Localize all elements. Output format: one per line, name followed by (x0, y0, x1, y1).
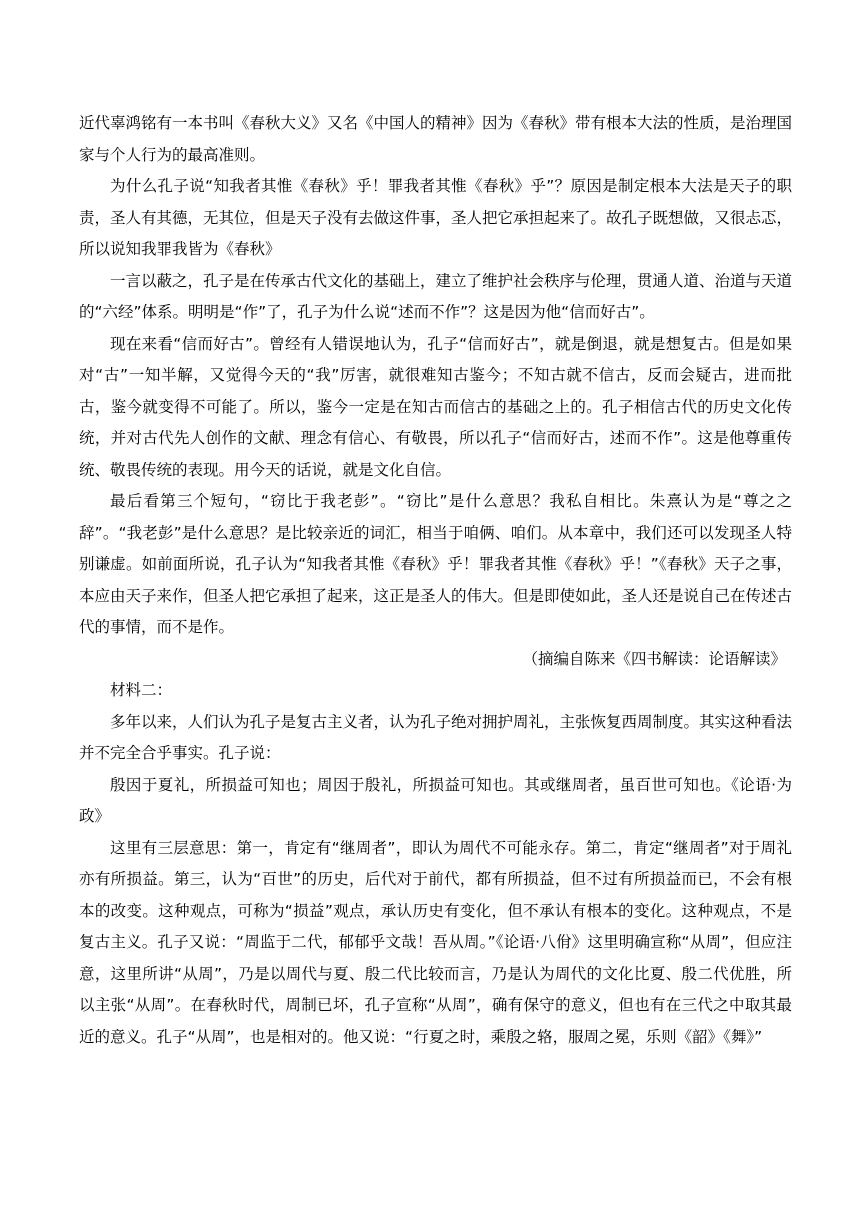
paragraph-chunqiu-dayi: 近代辜鸿铭有一本书叫《春秋大义》又名《中国人的精神》因为《春秋》带有根本大法的性质，是治理国家与个人行为的最高准则。 (79, 114, 793, 164)
paragraph-xin-er-hao-gu: 现在来看“信而好古”。曾经有人错误地认为，孔子“信而好古”，就是倒退，就是想复古。但是如果对“古”一知半解，又觉得今天的“我”厉害，就很难知古鉴今；不知古就不信古，反而会疑古，进而批古，鉴今就变得不可能了。所以，鉴今一定是在知古而信古的基础之上的。孔子相信古代的历史文化传统，并对古代先人创作的文献、理念有信心、有敬畏，所以孔子“信而好古，述而不作”。这是他尊重传统、敬畏传统的表现。用今天的话说，就是文化自信。 (79, 334, 792, 479)
material2-paragraph-analysis: 这里有三层意思：第一，肯定有“继周者”，即认为周代不可能永存。第二，肯定“继周者”对于周礼亦有所损益。第三，认为“百世”的历史，后代对于前代，都有所损益，但不过有所损益而已，不会有根本的改变。这种观点，可称为“损益”观点，承认历史有变化，但不承认有根本的变化。这种观点，不是复古主义。孔子又说：“周监于二代，郁郁乎文哉！吾从周。”《论语·八佾》这里明确宣称“从周”，但应注意，这里所讲“从周”，乃是以周代与夏、殷二代比较而言，乃是认为周代的文化比夏、殷二代优胜，所以主张“从周”。在春秋时代，周制已坏，孔子宣称“从周”，确有保守的意义，但也有在三代之中取其最近的意义。孔子“从周”，也是相对的。他又说：“行夏之时，乘殷之辂，服周之冕，乐则《韶》《舞》” (79, 838, 792, 1046)
material2-paragraph-intro: 多年以来，人们认为孔子是复古主义者，认为孔子绝对拥护周礼，主张恢复西周制度。其实这种看法并不完全合乎事实。孔子说： (79, 712, 793, 762)
paragraph-summary: 一言以蔽之，孔子是在传承古代文化的基础上，建立了维护社会秩序与伦理，贯通人道、治道与天道的“六经”体系。明明是“作”了，孔子为什么说“述而不作”？这是因为他“信而好古”。 (79, 271, 793, 321)
material2-heading: 材料二： (110, 681, 173, 699)
material2-quote-weizheng: 殷因于夏礼，所损益可知也；周因于殷礼，所损益可知也。其或继周者，虽百世可知也。《论语·为政》 (79, 775, 792, 825)
paragraph-why-confucius: 为什么孔子说“知我者其惟《春秋》乎！罪我者其惟《春秋》乎”？原因是制定根本大法是天子的职责，圣人有其德，无其位，但是天子没有去做这件事，圣人把它承担起来了。故孔子既想做，又很忐忑，所以说知我罪我皆为《春秋》 (79, 177, 793, 258)
paragraph-third-phrase: 最后看第三个短句，“窃比于我老彭”。“窃比”是什么意思？我私自相比。朱熹认为是“尊之之辞”。“我老彭”是什么意思？是比较亲近的词汇，相当于咱俩、咱们。从本章中，我们还可以发现圣人特别谦虚。如前面所说，孔子认为“知我者其惟《春秋》乎！罪我者其惟《春秋》乎！”《春秋》天子之事，本应由天子来作，但圣人把它承担了起来，这正是圣人的伟大。但是即使如此，圣人还是说自己在传述古代的事情，而不是作。 (79, 492, 793, 636)
document-page (79, 108, 792, 1053)
source-citation: （摘编自陈来《四书解读：论语解读》 (522, 649, 786, 668)
